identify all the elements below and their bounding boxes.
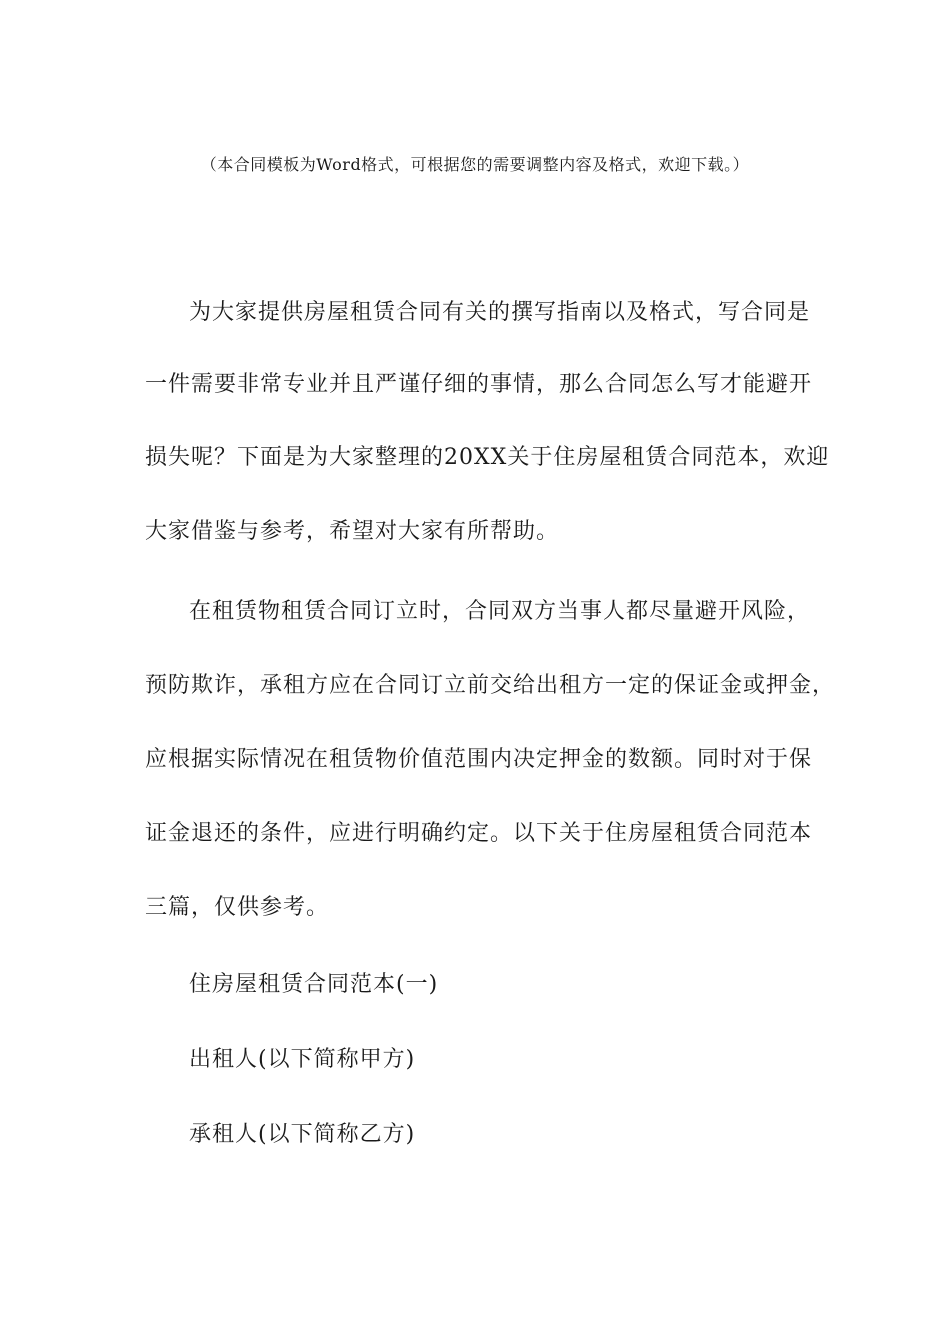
lessor-line: 出租人(以下简称甲方) [189, 1047, 416, 1072]
lessee-line: 承租人(以下简称乙方) [189, 1122, 416, 1147]
paragraph-1-line-4: 大家借鉴与参考，希望对大家有所帮助。 [145, 519, 560, 544]
paragraph-1-line-2: 一件需要非常专业并且严谨仔细的事情，那么合同怎么写才能避开 [145, 372, 813, 397]
paragraph-2-line-3: 应根据实际情况在租赁物价值范围内决定押金的数额。同时对于保 [145, 747, 813, 772]
paragraph-1-line-1: 为大家提供房屋租赁合同有关的撰写指南以及格式，写合同是 [189, 300, 811, 325]
paragraph-2-line-4: 证金退还的条件，应进行明确约定。以下关于住房屋租赁合同范本 [145, 821, 813, 846]
paragraph-2-line-2: 预防欺诈，承租方应在合同订立前交给出租方一定的保证金或押金， [145, 673, 836, 698]
template-note: （本合同模板为Word格式，可根据您的需要调整内容及格式，欢迎下载。） [200, 155, 750, 174]
contract-heading: 住房屋租赁合同范本(一) [189, 972, 439, 997]
paragraph-1-line-3: 损失呢？下面是为大家整理的20XX关于住房屋租赁合同范本，欢迎 [145, 445, 830, 470]
paragraph-2-line-1: 在租赁物租赁合同订立时，合同双方当事人都尽量避开风险， [189, 599, 811, 624]
paragraph-2-line-5: 三篇，仅供参考。 [145, 895, 330, 920]
